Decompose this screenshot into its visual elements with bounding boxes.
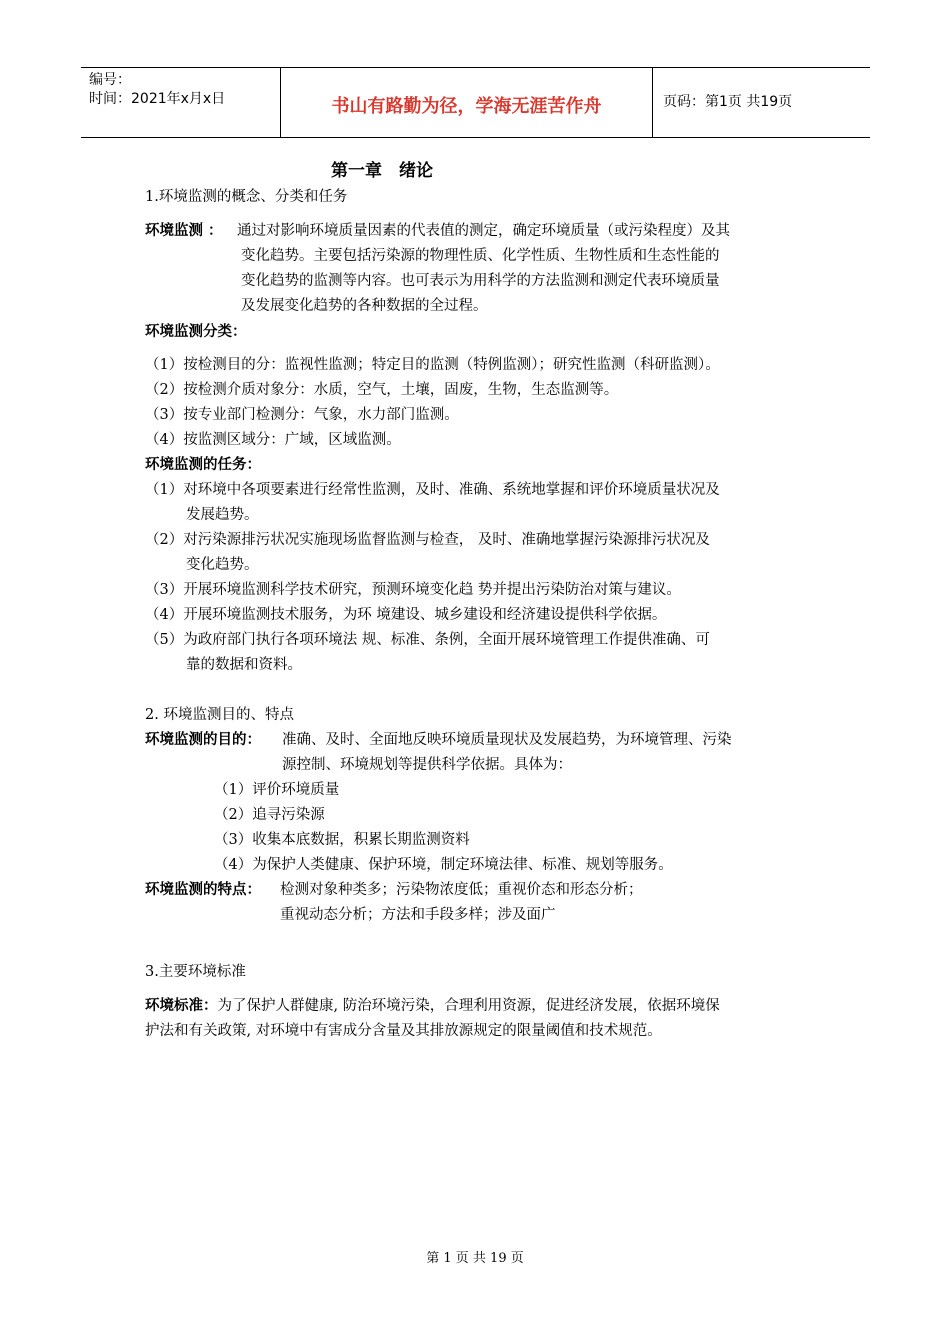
header-motto-cell: [281, 68, 653, 137]
task-line: 变化趋势。: [186, 557, 259, 573]
feature-line: 检测对象种类多；污染物浓度低；重视价态和形态分析；: [280, 882, 643, 898]
standard-paragraph-line: [145, 996, 720, 1016]
purpose-term: 环境监测的目的：: [145, 731, 261, 748]
classification-item: （2）按检测介质对象分：水质，空气，土壤，固废，生物，生态监测等。: [145, 382, 619, 398]
header-info-cell: [81, 68, 281, 137]
purpose-item: （4）为保护人类健康、保护环境，制定环境法律、标准、规划等服务。: [214, 857, 673, 873]
header-motto: 书山有路勤为径，学海无涯苦作舟: [331, 96, 602, 117]
classification-heading: 环境监测分类：: [145, 323, 247, 340]
task-line: （5）为政府部门执行各项环境法 规、标准、条例，全面开展环境管理工作提供准确、可: [145, 632, 710, 648]
purpose-line: 源控制、环境规划等提供科学依据。具体为：: [282, 757, 572, 773]
section-2-heading: 2. 环境监测目的、特点: [145, 707, 294, 723]
task-heading: 环境监测的任务：: [145, 456, 261, 473]
task-line: （2）对污染源排污状况实施现场监督监测与检查， 及时、准确地掌握污染源排污状况及: [145, 532, 710, 548]
header-page-cell: [653, 68, 870, 137]
definition-term: 环境监测 ：: [145, 222, 223, 239]
purpose-item: （3）收集本底数据，积累长期监测资料: [214, 832, 470, 848]
standard-text: 为了保护人群健康, 防治环境污染，合理利用资源，促进经济发展，依据环境保: [217, 998, 720, 1014]
definition-line: 通过对影响环境质量因素的代表值的测定，确定环境质量（或污染程度）及其: [237, 223, 730, 239]
chapter-title: 第一章 绪论: [331, 161, 433, 181]
definition-line: 及发展变化趋势的各种数据的全过程。: [241, 298, 488, 314]
definition-line: 变化趋势的监测等内容。也可表示为用科学的方法监测和测定代表环境质量: [241, 273, 720, 289]
section-3-heading: 3.主要环境标准: [145, 964, 246, 980]
task-line: （4）开展环境监测技术服务，为环 境建设、城乡建设和经济建设提供科学依据。: [145, 607, 667, 623]
document-header: [81, 67, 870, 138]
document-number: 编号：: [89, 72, 131, 88]
purpose-item: （1）评价环境质量: [214, 782, 340, 798]
classification-item: （1）按检测目的分：监视性监测；特定目的监测（特例监测）；研究性监测（科研监测）。: [145, 357, 720, 373]
feature-term: 环境监测的特点：: [145, 881, 261, 898]
classification-item: （4）按监测区域分：广域，区域监测。: [145, 432, 401, 448]
standard-term: 环境标准：: [145, 997, 218, 1014]
task-line: 发展趋势。: [186, 507, 259, 523]
task-line: （3）开展环境监测科学技术研究，预测环境变化趋 势并提出污染防治对策与建议。: [145, 582, 681, 598]
task-line: （1）对环境中各项要素进行经常性监测，及时、准确、系统地掌握和评价环境质量状况及: [145, 482, 720, 498]
purpose-item: （2）追寻污染源: [214, 807, 325, 823]
section-1-heading: 1.环境监测的概念、分类和任务: [145, 189, 348, 205]
standard-paragraph-line: 护法和有关政策, 对环境中有害成分含量及其排放源规定的限量阈值和技术规范。: [145, 1023, 662, 1039]
purpose-line: 准确、及时、全面地反映环境质量现状及发展趋势，为环境管理、污染: [282, 732, 732, 748]
task-line: 靠的数据和资料。: [186, 657, 302, 673]
feature-line: 重视动态分析；方法和手段多样；涉及面广: [280, 907, 556, 923]
page-footer: 第 1 页 共 19 页: [426, 1251, 524, 1266]
document-date: 时间：2021年x月x日: [89, 91, 226, 107]
definition-line: 变化趋势。主要包括污染源的物理性质、化学性质、生物性质和生态性能的: [241, 248, 720, 264]
classification-item: （3）按专业部门检测分：气象，水力部门监测。: [145, 407, 459, 423]
header-page-number: 页码：第1页 共19页: [663, 94, 793, 110]
